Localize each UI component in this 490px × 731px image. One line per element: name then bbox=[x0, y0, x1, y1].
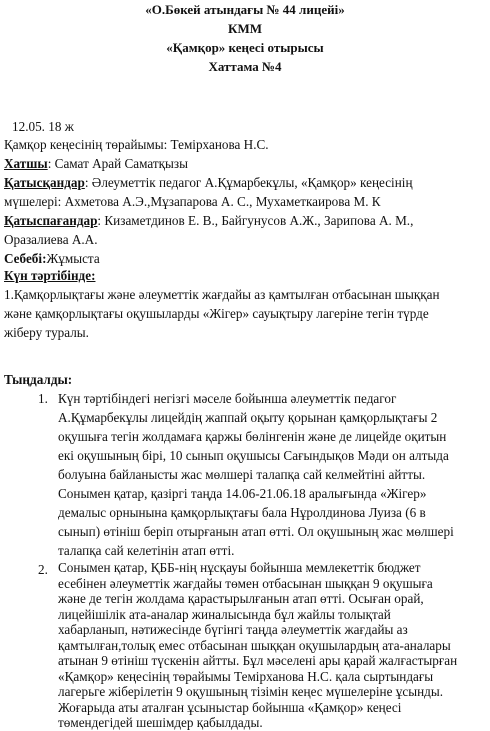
header-protocol-number: Хаттама №4 bbox=[208, 59, 282, 74]
meeting-date: 12.05. 18 ж bbox=[12, 119, 74, 134]
item-line: атынан 9 өтініш түскенін айтты. Бұл мәселені ары қарай жалғастырған bbox=[58, 653, 458, 668]
attended-value-1: : Әлеуметтік педагог А.Құмарбекұлы, «Қамқор» кеңесінің bbox=[84, 175, 413, 190]
agenda-line: 1.Қамқорлықтағы және әлеуметтік жағдайы аз қамтылған отбасынан шыққан bbox=[4, 287, 440, 302]
absent-line-1 bbox=[4, 211, 486, 230]
item-line: төмендегідей шешімдер қабылдады. bbox=[58, 715, 263, 730]
heard-title bbox=[4, 370, 486, 389]
item-line: лагерьге жіберілетін 9 оқушының тізімін кеңес мүшелеріне ұсынды. bbox=[58, 684, 443, 699]
document-header bbox=[0, 0, 490, 76]
item-line: А.Құмарбекұлы лицейдің жаппай оқыту қорынан қамқорлықтағы 2 bbox=[58, 410, 438, 425]
item-number: 1. bbox=[38, 391, 48, 406]
item-line: Күн тәртібіндегі негізгі мәселе бойынша әлеуметтік педагог bbox=[58, 391, 397, 406]
heard-item-2 bbox=[58, 560, 486, 731]
agenda-title: Күн тәртібінде: bbox=[4, 268, 96, 283]
item-line: болуына байланысты жас мөлшері талапқа сай келмейтіні айтты. bbox=[58, 467, 426, 482]
item-line: талапқа сай келетінін атап өтті. bbox=[58, 543, 235, 558]
secretary-line bbox=[4, 154, 486, 173]
header-org-type: КММ bbox=[228, 21, 262, 36]
item-line: сынып) өтініш беріп отырғанын атап өтті. Ол оқушының жас мөлшері bbox=[58, 524, 454, 539]
item-line: қамтылған,толық емес отбасынан шыққан оқушылардың ата-аналары bbox=[58, 637, 451, 653]
heard-item-1 bbox=[58, 389, 486, 560]
attended-line-2: мүшелері: Ахметова А.Э.,Мұзапарова А. С., Мухаметкаирова М. К bbox=[4, 194, 381, 209]
chair-line: Қамқор кеңесінің төрайымы: Темірханова Н.С. bbox=[4, 137, 269, 152]
absent-value-1: : Кизаметдинов Е. В., Байгунусов А.Ж., Зарипова А. М., bbox=[97, 213, 414, 228]
item-line: және де тегін жолдама қарастырылғанын атап өтті. Осыған орай, bbox=[58, 591, 424, 606]
item-line: «Қамқор» кеңесінің төрайымы Темірханова Н.С. қала сыртындағы bbox=[58, 668, 434, 684]
header-meeting-title: «Қамқор» кеңесі отырысы bbox=[166, 40, 324, 55]
item-number: 2. bbox=[38, 562, 48, 577]
meeting-info bbox=[4, 135, 486, 268]
item-line: екі оқушының бірі, 10 сынып оқушысы Сағындықов Мәди он алтыда bbox=[58, 448, 449, 463]
attended-line-1 bbox=[4, 173, 486, 192]
absent-line-2: Оразалиева А.А. bbox=[4, 232, 98, 247]
item-line: Сонымен қатар, ҚББ-нің нұсқауы бойынша мемлекеттік бюджет bbox=[58, 560, 421, 575]
secretary-label: Хатшы bbox=[4, 156, 48, 171]
item-line: хабарланып, нәтижесінде бүгінгі таңда әлеуметтік жағдайы аз bbox=[58, 622, 408, 637]
agenda-line: жіберу туралы. bbox=[4, 325, 89, 340]
item-line: Жоғарыда аты аталған ұсыныстар бойынша «Қамқор» кеңесі bbox=[58, 699, 402, 715]
agenda-line: және қамқорлықтағы оқушыларды «Жігер» сауықтыру лагеріне тегін түрде bbox=[4, 306, 429, 321]
attended-label: Қатысқандар bbox=[4, 175, 85, 190]
secretary-value: : Самат Арай Саматқызы bbox=[47, 156, 188, 171]
reason-label: Себебі: bbox=[4, 251, 47, 266]
item-line: демалыс орнынына қамқорлықтағы бала Нұролдинова Луиза (6 в bbox=[58, 505, 426, 520]
heard-heading: Тыңдалды: bbox=[4, 372, 73, 387]
item-line: лицейішілік ата-аналар жиналысында бұл жайлы толықтай bbox=[58, 606, 391, 622]
agenda-section bbox=[4, 266, 486, 342]
item-line: Сонымен қатар, қазіргі таңда 14.06-21.06.18 аралығында «Жігер» bbox=[58, 486, 427, 501]
header-school-name: «О.Бөкей атындағы № 44 лицейі» bbox=[145, 2, 345, 17]
item-line: есебінен әлеуметтік жағдайы төмен отбасынан шыққан 9 оқушыға bbox=[58, 575, 433, 591]
item-line: оқушыға тегін жолдамаға қаржы бөлінгенін және де лицейде оқитын bbox=[58, 429, 447, 444]
absent-label: Қатыспағандар bbox=[4, 213, 98, 228]
reason-value: Жұмыста bbox=[46, 251, 100, 266]
